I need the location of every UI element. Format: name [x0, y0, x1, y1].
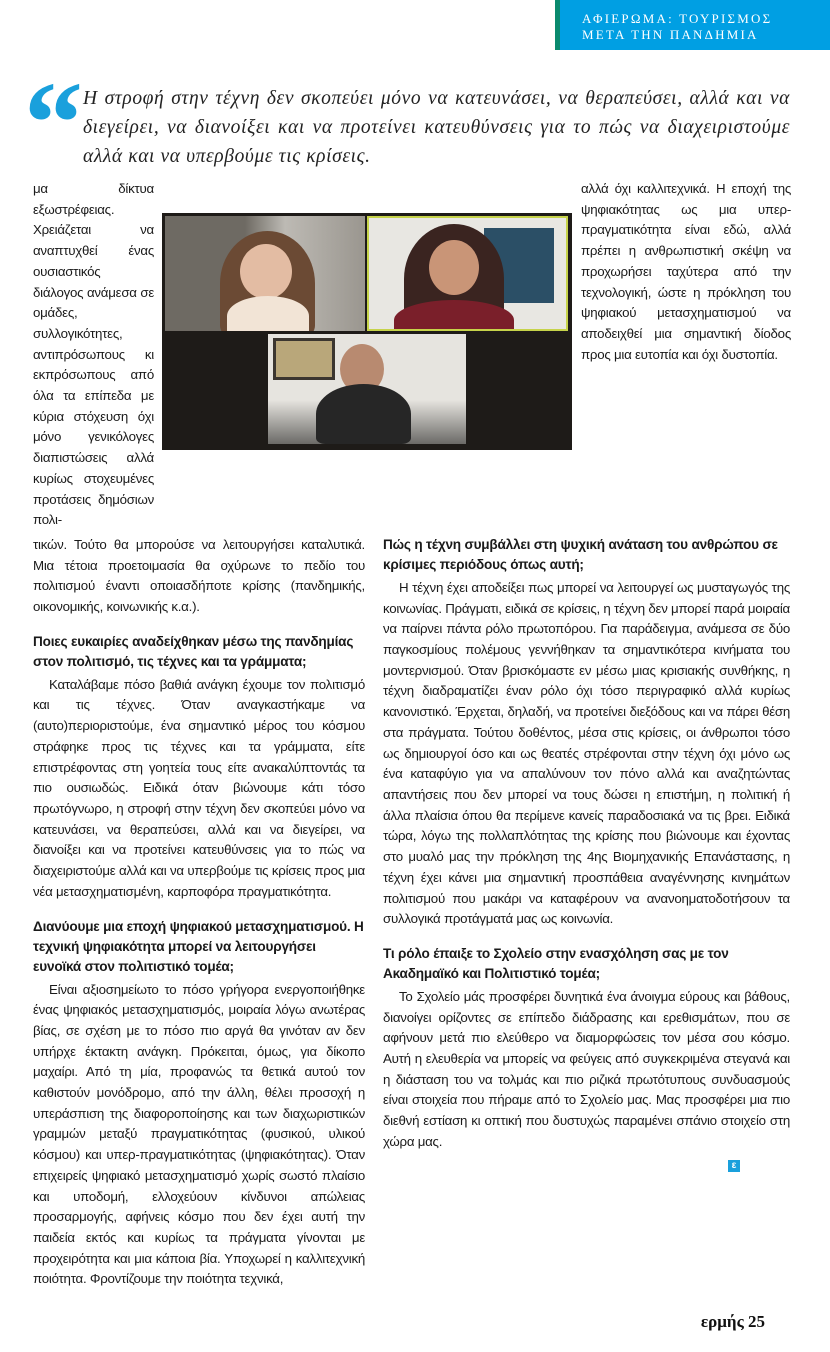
end-mark-row	[383, 1155, 790, 1173]
quote-mark-icon: “	[24, 57, 83, 188]
left-paragraph-2: Είναι αξιοσημείωτο το πόσο γρήγορα ενεργοποιήθηκε ένας ψηφιακός μετασχηματισμός, μοιραία λόγω ανωτέρας βίας, σε σχέση με το πόσο πιο αργά θα γινόταν αν δεν υπήρχε έκτακτη ανάγκη. Πρόκειται, όμως, για δίκοπο μαχαίρι. Από τη μία, προφανώς τα θετικά αυτού τον καθιστούν μονόδρομο, από την άλλη, θέλει προσοχή η υπεράσπιση της διαφοροποίησης και των διαχωριστικών γραμμών μεταξύ πραγματικότητας (φυσικού, υλικού κόσμου) και υπερ-πραγματικότητας (ψηφιακότητας). Όταν επιχειρείς ψηφιακό μετασχηματισμό χωρίς σωστό πλαίσιο και υποδομή, ελλοχεύουν κίνδυνοι απώλειας προσαρμογής, αφήνεις κόσμο που δεν έχει αυτή την παιδεία εκτός και κυρίως τα πράγματα γίνονται με προχειρότητα και μια κάποια βία. Υποχωρεί η καλλιτεχνική ποιότητα. Φροντίζουμε την ποιότητα τεχνικά,	[33, 981, 365, 1287]
right-heading-2: Τι ρόλο έπαιξε το Σχολείο στην ενασχόληση σας με τον Ακαδημαϊκό και Πολιτιστικό τομέα;	[383, 945, 729, 981]
participant-1	[165, 216, 365, 331]
section-title-line2: ΜΕΤΑ ΤΗΝ ΠΑΝΔΗΜΙΑ	[582, 27, 759, 42]
left-heading-2: Διανύουμε μια εποχή ψηφιακού μετασχηματισμού. Η τεχνική ψηφιακότητα μπορεί να λειτουργήσει ευνοϊκά στον πολιτιστικό τομέα;	[33, 918, 364, 974]
right-narrow-text: αλλά όχι καλλιτεχνικά. Η εποχή της ψηφιακότητας ως μια υπερ-πραγματικότητα είναι εδώ, αλλά πρέπει η ανθρωπιστική σκέψη να προχωρήσει ταχύτερα από την τεχνολογική, ώστε η πρόκληση του ψηφιακού μετασχηματισμού να αποδειχθεί μια σημαντική δίοδος προς μια ευτοπία και όχι δυστοπία.	[581, 181, 791, 362]
magazine-name: ερμής	[700, 1312, 744, 1332]
end-of-article-icon: ε	[728, 1160, 740, 1172]
pull-quote: Η στροφή στην τέχνη δεν σκοπεύει μόνο να κατευνάσει, να θεραπεύσει, αλλά και να διεγείρει, να διανοίξει και να προτείνει κατευθύνσεις για το πώς να διαχειριστούμε αλλά και να υπερβούμε τις κρίσεις.	[83, 88, 790, 167]
page-footer	[33, 1312, 790, 1332]
right-heading-1: Πώς η τέχνη συμβάλλει στη ψυχική ανάταση του ανθρώπου σε κρίσιμες περιόδους όπως αυτή;	[383, 536, 778, 572]
participant-2	[367, 216, 568, 331]
photo-row	[33, 179, 790, 531]
left-column	[33, 535, 365, 1290]
left-narrow-text: μα δίκτυα εξωστρέφειας. Χρειάζεται να αναπτυχθεί ένας ουσιαστικός διάλογος ανάμεσα σε ομάδες, συλλογικότητες, αντιπρόσωπους κι εκπρόσωπους από όλα τα επίπεδα με κύρια στόχευση όχι μόνο γενικόλογες διαπιστώσεις αλλά κυρίως στοχευμένες προτάσεις δημόσιων πολι-	[33, 181, 154, 528]
left-paragraph-0: τικών. Τούτο θα μπορούσε να λειτουργήσει καταλυτικά. Μια τέτοια προετοιμασία θα οχύρωνε το πεδίο του πολιτισμού έναντι οποιασδήποτε κρίσης (πανδημικής, οικονομικής, κοινωνικής κ.α.).	[33, 536, 365, 615]
left-heading-1: Ποιες ευκαιρίες αναδείχθηκαν μέσω της πανδημίας στον πολιτισμό, τις τέχνες και τα γράμματα;	[33, 633, 354, 669]
pull-quote-block	[24, 57, 790, 188]
video-call-photo	[162, 213, 572, 450]
right-column	[383, 535, 790, 1173]
left-paragraph-1: Καταλάβαμε πόσο βαθιά ανάγκη έχουμε τον πολιτισμό και τις τέχνες. Όταν αναγκαστήκαμε να (αυτο)περιοριστούμε, ένα σημαντικό μέρος του κόσμου στράφηκε προς τις τέχνες και τα γράμματα, είτε επιστρέφοντας στη γοητεία τους είτε ανακαλύπτοντάς τα πιο ουσιωδώς. Ειδικά όταν βιώνουμε κάτι τόσο πρωτόγνωρο, η στροφή στην τέχνη δεν σκοπεύει μόνο να κατευνάσει, να θεραπεύσει, αλλά και να διεγείρει, να διανοίξει και να προτείνει κατευθύνσεις για το πώς να διαχειριστούμε αλλά και να υπερβούμε τις κρίσεις προς μια νέα μετασχηματισμένη, καρποφόρα πραγματικότητα.	[33, 676, 365, 899]
body-columns	[33, 535, 790, 1290]
right-paragraph-2: Το Σχολείο μάς προσφέρει δυνητικά ένα άνοιγμα εύρους και βάθους, διανοίγει ορίζοντες σε επίπεδο διάδρασης και ερεθισμάτων, που σε αφήνουν μετά πιο ελεύθερο να διαμορφώσεις τον μέσα σου κόσμο. Αυτή η ελευθερία να μπορείς να φεύγεις από συγκεκριμένα στεγανά και η διάσταση του να τολμάς και πιο ριζικά πρωτότυπους συνδυασμούς είναι στοιχεία που πήραμε από το Σχολείο μας. Μας προσφέρει μια πιο διεθνή εστίαση κι οπτική που δυστυχώς παραμένει σπάνιο στοιχείο στη χώρα μας.	[383, 988, 790, 1149]
page-number: 25	[748, 1312, 765, 1332]
participant-3	[268, 334, 466, 444]
section-title-line1: ΑΦΙΕΡΩΜΑ: ΤΟΥΡΙΣΜΟΣ	[582, 11, 773, 26]
right-paragraph-1: Η τέχνη έχει αποδείξει πως μπορεί να λειτουργεί ως μυσταγωγός της κοινωνίας. Πράγματι, ειδικά σε κρίσεις, η τέχνη δεν μπορεί παρά μοιραία να παίρνει πάντα ρόλο πρωτοπόρου. Για παράδειγμα, ανάμεσα σε δύο παγκοσμίους πολέμους γεννήθηκαν τα σημαντικότερα κινήματα του μοντερνισμού. Όταν βρισκόμαστε εν μέσω μιας κρισιακής συνθήκης, η τέχνη διαδραματίζει έναν ρόλο όχι τόσο περιγραφικό αλλά κυρίως κανονιστικό. Έρχεται, δηλαδή, να προτείνει διεξόδους και να πάρει θέση στα πράγματα. Τούτου δοθέντος, μέσα στις κρίσεις, οι άνθρωποι τόσο ως δημιουργοί όσο και ως θεατές στρέφονται στην τέχνη όχι μόνο ως ένα καταφύγιο για να απαλύνουν τον πόνο αλλά και αναζητώντας απαντήσεις που δεν μπορεί να τους δώσει η επιστήμη, η πολιτική ή άλλα πλαίσια όπου θα περίμενε κανείς παραδοσιακά να τις βρει. Ειδικά τώρα, λόγω της πολλαπλότητας της κρίσης που βιώνουμε και έχοντας στο μυαλό μας την πρόκληση της 4ης Βιομηχανικής Επανάστασης, η τέχνη έχει κάνει μια σημαντική προσπάθεια αναγέννησης κινημάτων πολιτισμού που μακάρι να καταφέρουν να ανανοηματοδοτήσουν τα συλλογικά προτάγματά μας ως κοινωνία.	[383, 579, 790, 927]
section-header	[555, 0, 830, 50]
